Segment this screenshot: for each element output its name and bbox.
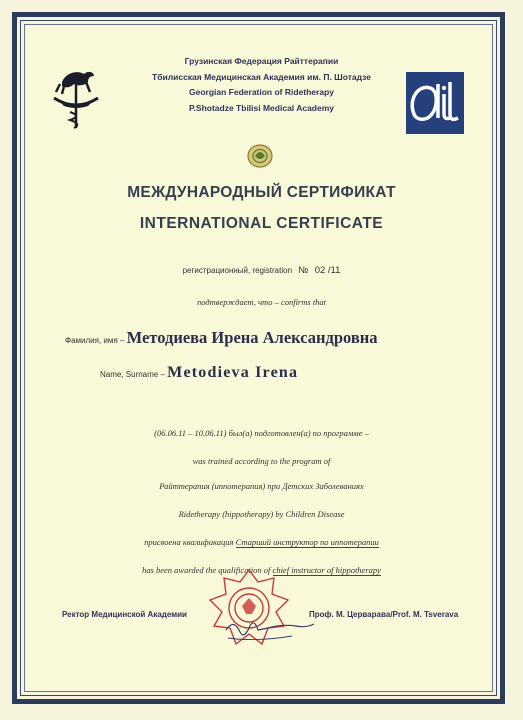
header-line-4: P.Shotadze Tbilisi Medical Academy (188, 102, 335, 113)
registration-label: регистрационный, registration (182, 266, 293, 275)
name-ru-value: Методиева Ирена Александровна (126, 328, 378, 347)
training-dates-line: (06.06.11 – 10.06.11) был(а) подготовлен(а) по программе – (154, 428, 369, 438)
name-en-row (100, 364, 298, 382)
registration-line (0, 265, 523, 276)
qualification-en-value: chief instructor of hippotherapy (272, 565, 381, 575)
professor-signature-label: Проф. М. Церваравa/Prof. M. Tsverava (309, 610, 459, 619)
certificate-title-en: INTERNATIONAL CERTIFICATE (139, 215, 384, 232)
name-ru-row (65, 328, 378, 348)
confirms-line: подтверждает, что – confirms that (196, 297, 327, 307)
certificate-title-ru: МЕЖДУНАРОДНЫЙ СЕРТИФИКАТ (127, 184, 396, 201)
qualification-ru-value: Старший инструктор по иппотерапии (235, 537, 379, 547)
signature-scribble (196, 612, 316, 642)
program-ru-line: Райттерапия (иппотерапия) при Детских Заболеваниях (159, 481, 364, 491)
header-line-1: Грузинская Федерация Райттерапии (184, 56, 339, 66)
header-line-2: Тбилисская Медицинская Академия им. П. Шотадзе (152, 71, 371, 82)
header-line-3: Georgian Federation of Ridetherapy (189, 87, 334, 97)
rector-signature-label: Ректор Медицинской Академии (62, 610, 187, 619)
registration-number: 02 /11 (314, 265, 341, 276)
name-ru-label: Фамилия, имя – (65, 336, 125, 345)
gold-seal-icon (245, 142, 275, 170)
qualification-en-prefix: has been awarded the qualification of (142, 565, 271, 575)
qualification-ru-prefix: присвоена квалификация (144, 537, 234, 547)
program-en-line: Ridetherapy (hippotherapy) by Children Disease (178, 509, 345, 519)
name-en-value: Metodieva Irena (167, 364, 299, 381)
trained-according-line: was trained according to the program of (192, 456, 331, 466)
name-en-label: Name, Surname – (100, 370, 165, 379)
certificate-header (0, 54, 523, 116)
registration-number-sign: № (298, 265, 309, 276)
qualification-ru-line (0, 537, 523, 547)
